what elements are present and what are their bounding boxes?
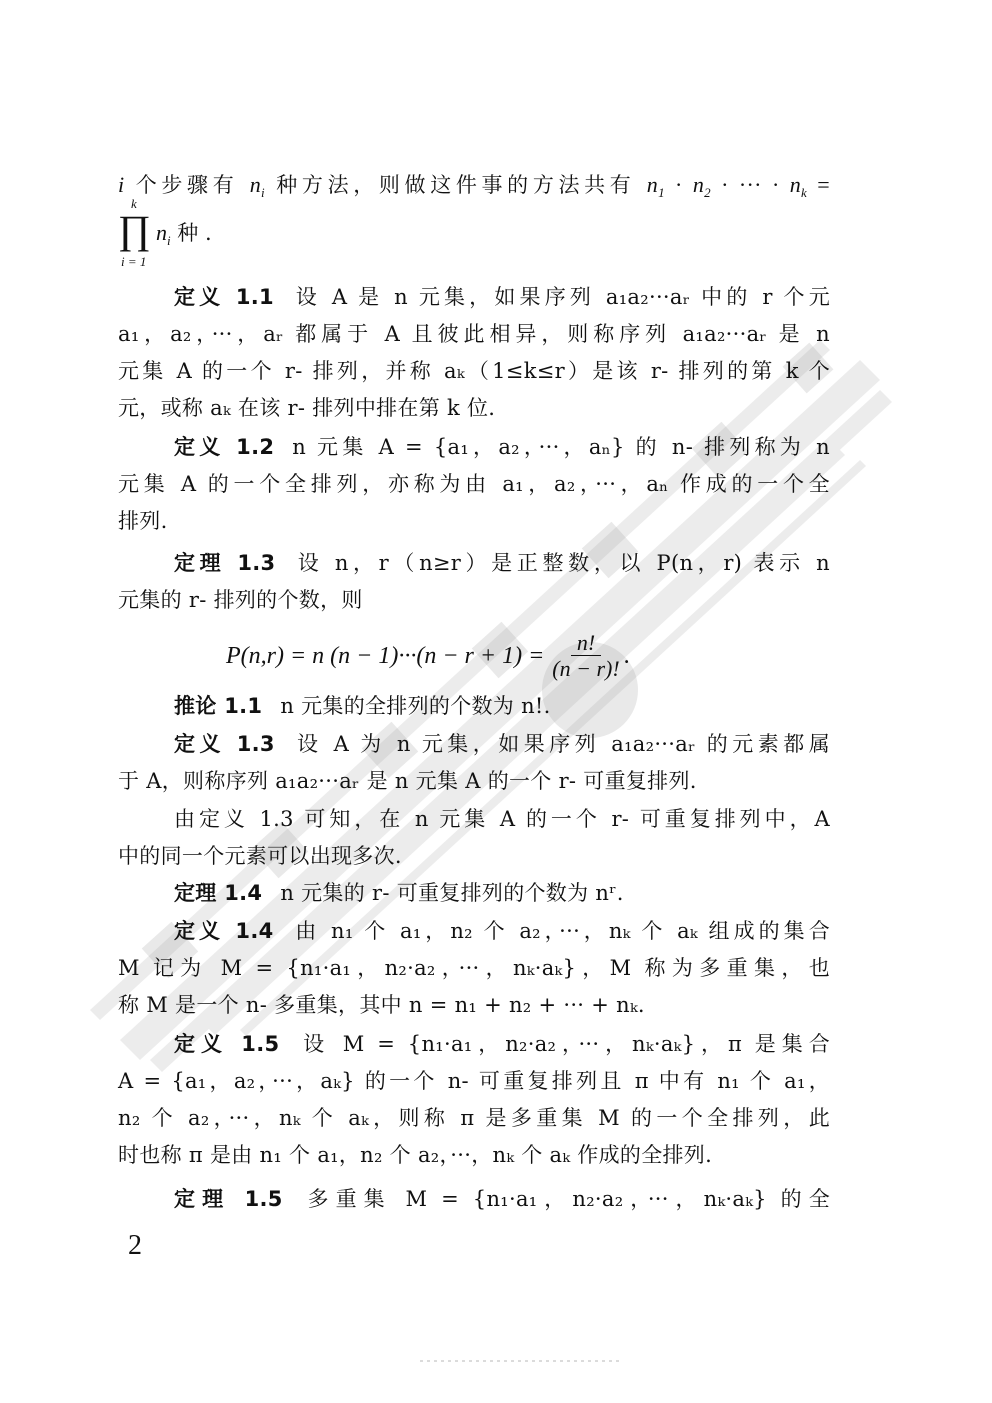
definition-1-4-line-2: [118, 953, 830, 983]
product-symbol: ∏: [118, 207, 151, 252]
definition-1-5-line-4: [118, 1140, 830, 1170]
math-subscript: i: [167, 233, 171, 249]
text-run: 由定义 1.3 可知，在 n 元集 A 的一个 r- 可重复排列中，A: [174, 807, 830, 831]
math-subscript: 2: [704, 185, 711, 201]
definition-1-5-line-1: [118, 1029, 830, 1059]
text-run: 设 A 是 n 元集，如果序列 a₁a₂···aᵣ 中的 r 个元: [291, 285, 831, 309]
text-run: n₂ 个 a₂，···，nₖ 个 aₖ，则称 π 是多重集 M 的一个全排列，此: [118, 1106, 830, 1130]
definition-1-5-line-2: [118, 1066, 830, 1096]
math-var: n: [789, 172, 802, 197]
text-run: 种 .: [170, 221, 212, 245]
text-run: 由 n₁ 个 a₁，n₂ 个 a₂，···，nₖ 个 aₖ 组成的集合: [291, 919, 831, 943]
text-run: n 元集的全排列的个数为 n!.: [280, 694, 551, 718]
math-op: · ··· ·: [710, 172, 790, 197]
block-label: 定理 1.5: [174, 1187, 283, 1211]
text-run: 元，或称 aₖ 在该 r- 排列中排在第 k 位.: [118, 396, 496, 420]
math-var: i: [118, 172, 125, 197]
corollary-1-1-line-1: [118, 691, 830, 721]
math-subscript: i: [261, 185, 265, 201]
text-run: 设 M = {n₁·a₁，n₂·a₂，···，nₖ·aₖ}，π 是集合: [297, 1032, 830, 1056]
fraction: [548, 631, 623, 682]
text-run: 元集 A 的一个 r- 排列，并称 aₖ（1≤k≤r）是该 r- 排列的第 k 个: [118, 359, 830, 383]
definition-1-4-line-1: [118, 916, 830, 946]
block-label: 定理 1.3: [174, 551, 276, 575]
text-run: A = {a₁，a₂，···，aₖ} 的一个 n- 可重复排列且 π 中有 n₁ 个 a₁，: [118, 1069, 830, 1093]
block-label: 定义 1.4: [174, 919, 274, 943]
math-var: n: [249, 172, 262, 197]
text-run: 排列.: [118, 509, 168, 533]
math-var: n: [156, 220, 167, 245]
fraction-numerator: n!: [571, 631, 601, 656]
text-run: 个步骤有: [124, 173, 250, 197]
block-label: 定义 1.3: [174, 732, 275, 756]
definition-1-5-line-3: [118, 1103, 830, 1133]
math-var: n: [646, 172, 659, 197]
definition-1-1-line-1: [118, 282, 830, 312]
block-label: 定义 1.2: [174, 435, 275, 459]
definition-1-2-line-1: [118, 432, 830, 462]
text-run: 种方法，则做这件事的方法共有: [264, 173, 647, 197]
theorem-1-4-line-1: [118, 878, 830, 908]
text-run: M 记为 M = {n₁·a₁，n₂·a₂，···，nₖ·aₖ}，M 称为多重集，也: [118, 956, 830, 980]
text-run: a₁，a₂，···，aᵣ 都属于 A 且彼此相异，则称序列 a₁a₂···aᵣ 是 n: [118, 322, 830, 346]
theorem-1-5-line-1: [118, 1184, 830, 1214]
block-label: 定义 1.5: [174, 1032, 280, 1056]
block-label: 定义 1.1: [174, 285, 274, 309]
theorem-1-3-line-2: [118, 585, 830, 615]
remark-line-2: [118, 841, 830, 871]
scan-artifact: [420, 1360, 620, 1362]
block-label: 推论 1.1: [174, 694, 263, 718]
math-subscript: k: [801, 185, 808, 201]
text-run: 多重集 M = {n₁·a₁，n₂·a₂，···，nₖ·aₖ} 的全: [300, 1187, 831, 1211]
text-run: 设 n，r（n≥r）是正整数，以 P(n，r) 表示 n: [293, 551, 831, 575]
product-lower-limit: i = 1: [121, 254, 147, 269]
math-op: ·: [664, 172, 693, 197]
remark-line-1: [118, 804, 830, 834]
text-run: 元集 A 的一个全排列，亦称为由 a₁，a₂，···，aₙ 作成的一个全: [118, 472, 830, 496]
formula-lhs: P(n,r) = n (n − 1)···(n − r + 1) =: [226, 642, 545, 669]
text-run: 元集的 r- 排列的个数，则: [118, 588, 363, 612]
text-run: 中的同一个元素可以出现多次.: [118, 844, 402, 868]
text-run: 时也称 π 是由 n₁ 个 a₁，n₂ 个 a₂，···，nₖ 个 aₖ 作成的全排列.: [118, 1143, 713, 1167]
definition-1-1-line-4: [118, 393, 830, 423]
page-number: 2: [128, 1230, 142, 1261]
definition-1-3-line-2: [118, 766, 830, 796]
definition-1-1-line-3: [118, 356, 830, 386]
definition-1-2-line-3: [118, 506, 830, 536]
definition-1-4-line-3: [118, 990, 830, 1020]
definition-1-3-line-1: [118, 729, 830, 759]
product-body: [156, 218, 212, 256]
math-subscript: 1: [658, 185, 665, 201]
block-label: 定理 1.4: [174, 881, 263, 905]
math-op: =: [807, 172, 830, 197]
text-run: 设 A 为 n 元集，如果序列 a₁a₂···aᵣ 的元素都属: [292, 732, 830, 756]
product-upper-limit: k: [131, 196, 137, 211]
text-run: 于 A，则称序列 a₁a₂···aᵣ 是 n 元集 A 的一个 r- 可重复排列.: [118, 769, 697, 793]
formula-period: .: [623, 642, 630, 669]
definition-1-2-line-2: [118, 469, 830, 499]
definition-1-1-line-2: [118, 319, 830, 349]
text-run: 称 M 是一个 n- 多重集，其中 n = n₁ + n₂ + ··· + nₖ.: [118, 993, 645, 1017]
permutation-formula: [226, 628, 630, 684]
product-expression: [118, 196, 378, 276]
theorem-1-3-line-1: [118, 548, 830, 578]
math-var: n: [692, 172, 705, 197]
text-run: n 元集 A = {a₁，a₂，···，aₙ} 的 n- 排列称为 n: [292, 435, 830, 459]
text-run: n 元集的 r- 可重复排列的个数为 nʳ.: [280, 881, 624, 905]
fraction-denominator: (n − r)!: [552, 655, 620, 681]
